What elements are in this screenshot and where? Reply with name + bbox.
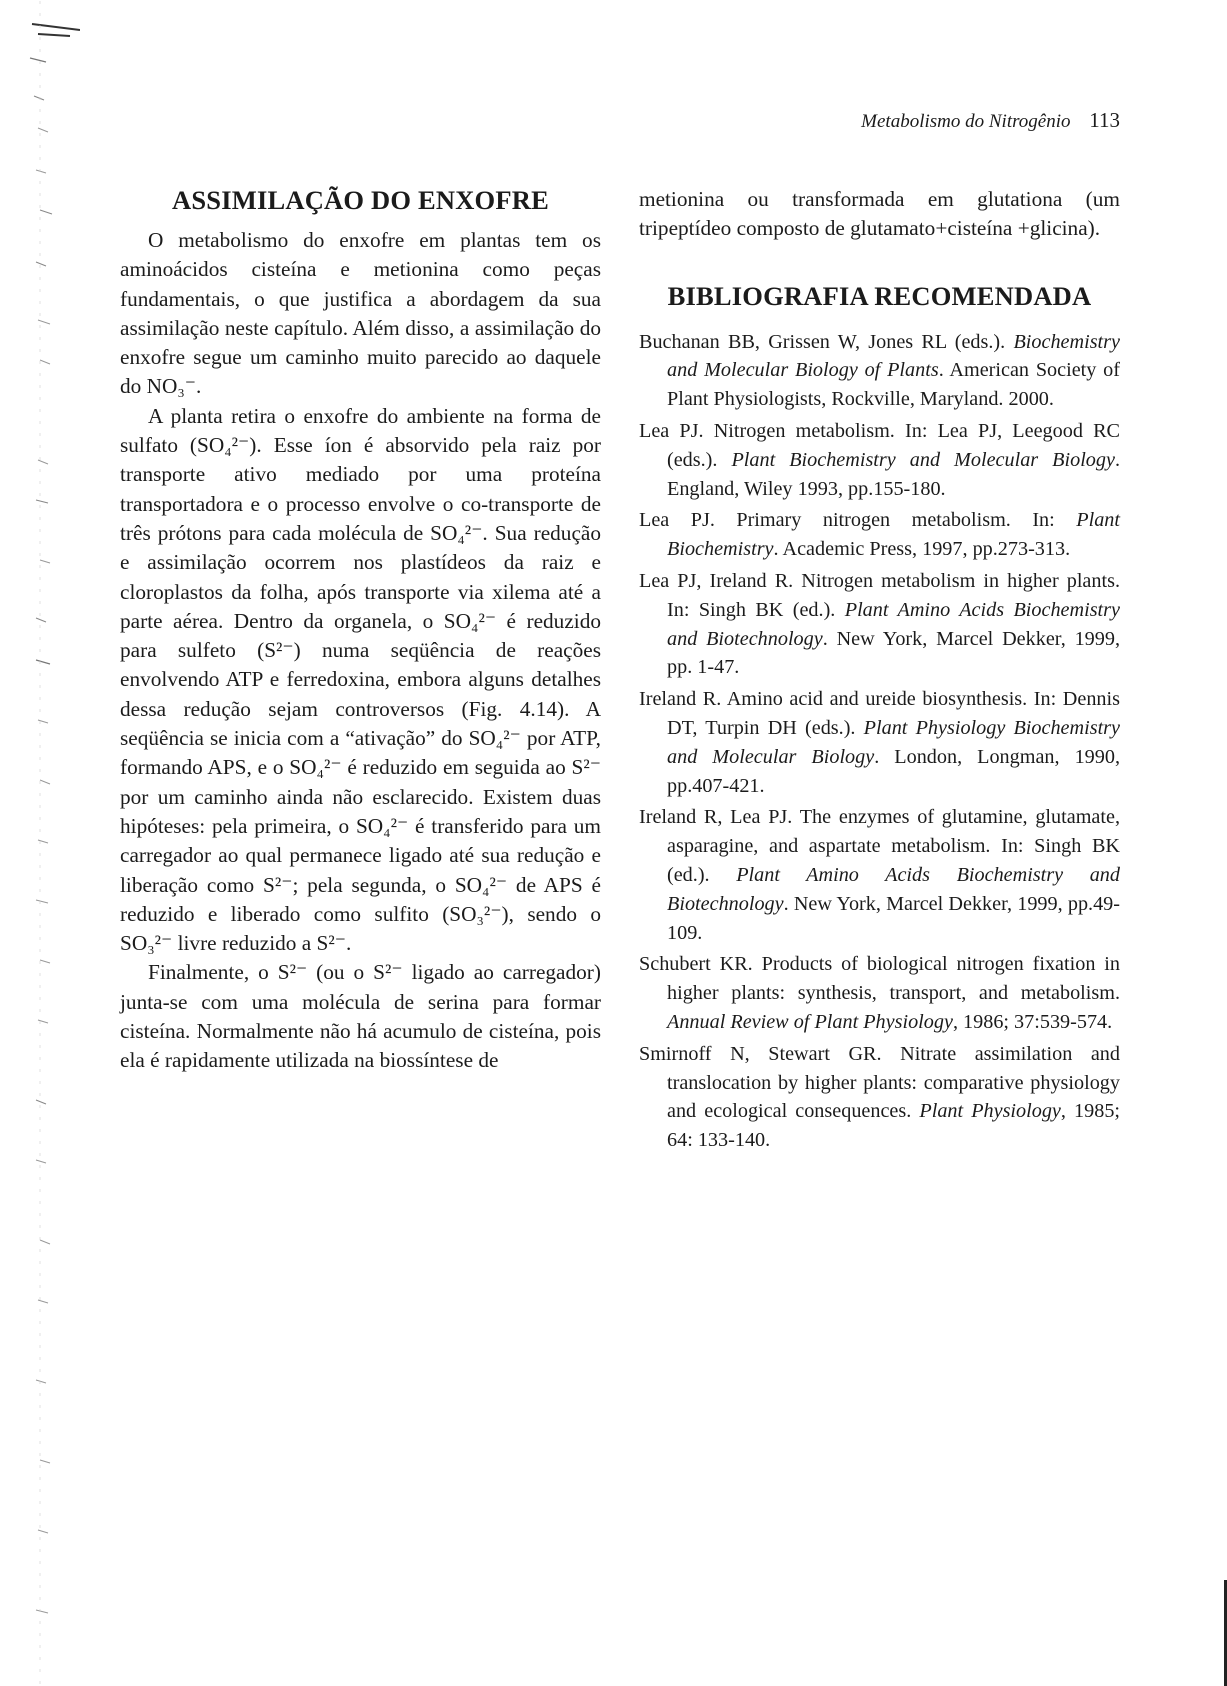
reference-item: Smirnoff N, Stewart GR. Nitrate assimilation and translocation by higher plants: comparative physiology and ecological consequences. Plant Physiology, 1985; 64: 133-140. xyxy=(639,1042,1121,1152)
reference-item: Lea PJ. Primary nitrogen metabolism. In: Plant Biochemistry. Academic Press, 1997, pp.273-313. xyxy=(639,509,1120,561)
reference-item: Lea PJ. Nitrogen metabolism. In: Lea PJ, Leegood RC (eds.). Plant Biochemistry and Molecular Biology. England, Wiley 1993, pp.155-180. xyxy=(639,419,1120,500)
reference-item: Buchanan BB, Grissen W, Jones RL (eds.). Biochemistry and Molecular Biology of Plants. American Society of Plant Physiologists, Rockville, Maryland. 2000. xyxy=(639,330,1120,411)
body-paragraph-continuation: metionina ou transformada em glutationa (um tripeptídeo composto de glutamato+cisteína +glicina). xyxy=(639,187,1120,241)
section-heading-bibliografia: BIBLIOGRAFIA RECOMENDADA xyxy=(667,280,1092,311)
page-number: 113 xyxy=(1089,108,1120,132)
section-heading-assimilacao: ASSIMILAÇÃO DO ENXOFRE xyxy=(172,185,549,215)
reference-item: Lea PJ, Ireland R. Nitrogen metabolism in higher plants. In: Singh BK (ed.). Plant Amino Acids Biochemistry and Biotechnology. New York, Marcel Dekker, 1999, pp. 1-47. xyxy=(639,569,1120,679)
scan-gutter-marks xyxy=(0,0,80,1686)
reference-item: Schubert KR. Products of biological nitrogen fixation in higher plants: synthesis, transport, and metabolism. Annual Review of Plant Physiology, 1986; 37:539-574. xyxy=(639,953,1120,1033)
body-paragraph: Finalmente, o S²⁻ (ou o S²⁻ ligado ao carregador) junta-se com uma molécula de serina para formar cisteína. Normalmente não há acumulo de cisteína, pois ela é rapidamente utilizada na biossíntese de xyxy=(120,960,601,1073)
page-header xyxy=(700,108,1120,138)
body-paragraph: O metabolismo do enxofre em plantas tem os aminoácidos cisteína e metionina como peças fundamentais, o que justifica a abordagem da sua assimilação neste capítulo. Além disso, a assimilação do enxofre segue um caminho muito parecido ao daquele do NO₃⁻. xyxy=(120,228,601,399)
right-column xyxy=(639,185,1120,1158)
reference-item: Ireland R, Lea PJ. The enzymes of glutamine, glutamate, asparagine, and aspartate metabolism. In: Singh BK (ed.). Plant Amino Acids Biochemistry and Biotechnology. New York, Marcel Dekker, 1999, pp.49-109. xyxy=(639,806,1120,944)
reference-list xyxy=(639,328,1120,1155)
reference-item: Ireland R. Amino acid and ureide biosynthesis. In: Dennis DT, Turpin DH (eds.). Plant Physiology Biochemistry and Molecular Biology. London, Longman, 1990, pp.407-421. xyxy=(639,688,1120,797)
left-column xyxy=(120,184,601,1076)
body-paragraph: A planta retira o enxofre do ambiente na forma de sulfato (SO₄²⁻). Esse íon é absorvido pela raiz por transporte ativo mediado por uma proteína transportadora e o processo envolve o co-transporte de três prótons para cada molécula de SO₄²⁻. Sua redução e assimilação ocorrem nos plastídeos da raiz e cloroplastos da folha, após transporte via xilema até a parte aérea. Dentro da organela, o SO₄²⁻ é reduzido para sulfeto (S²⁻) numa seqüência de reações envolvendo ATP e ferredoxina, embora alguns detalhes dessa redução sejam controversos (Fig. 4.14). A seqüência se inicia com a “ativação” do SO₄²⁻ por ATP, formando APS, e o SO₄²⁻ é reduzido em seguida ao S²⁻ por um caminho ainda não esclarecido. Existem duas hipóteses: pela primeira, o SO₄²⁻ é transferido para um carregador ao qual permanece ligado até sua redução e liberação como S²⁻; pela segunda, o SO₄²⁻ de APS é reduzido e liberado como sulfito (SO₃²⁻), sendo o SO₃²⁻ livre reduzido a S²⁻. xyxy=(120,403,601,956)
running-title: Metabolismo do Nitrogênio xyxy=(861,111,1071,132)
